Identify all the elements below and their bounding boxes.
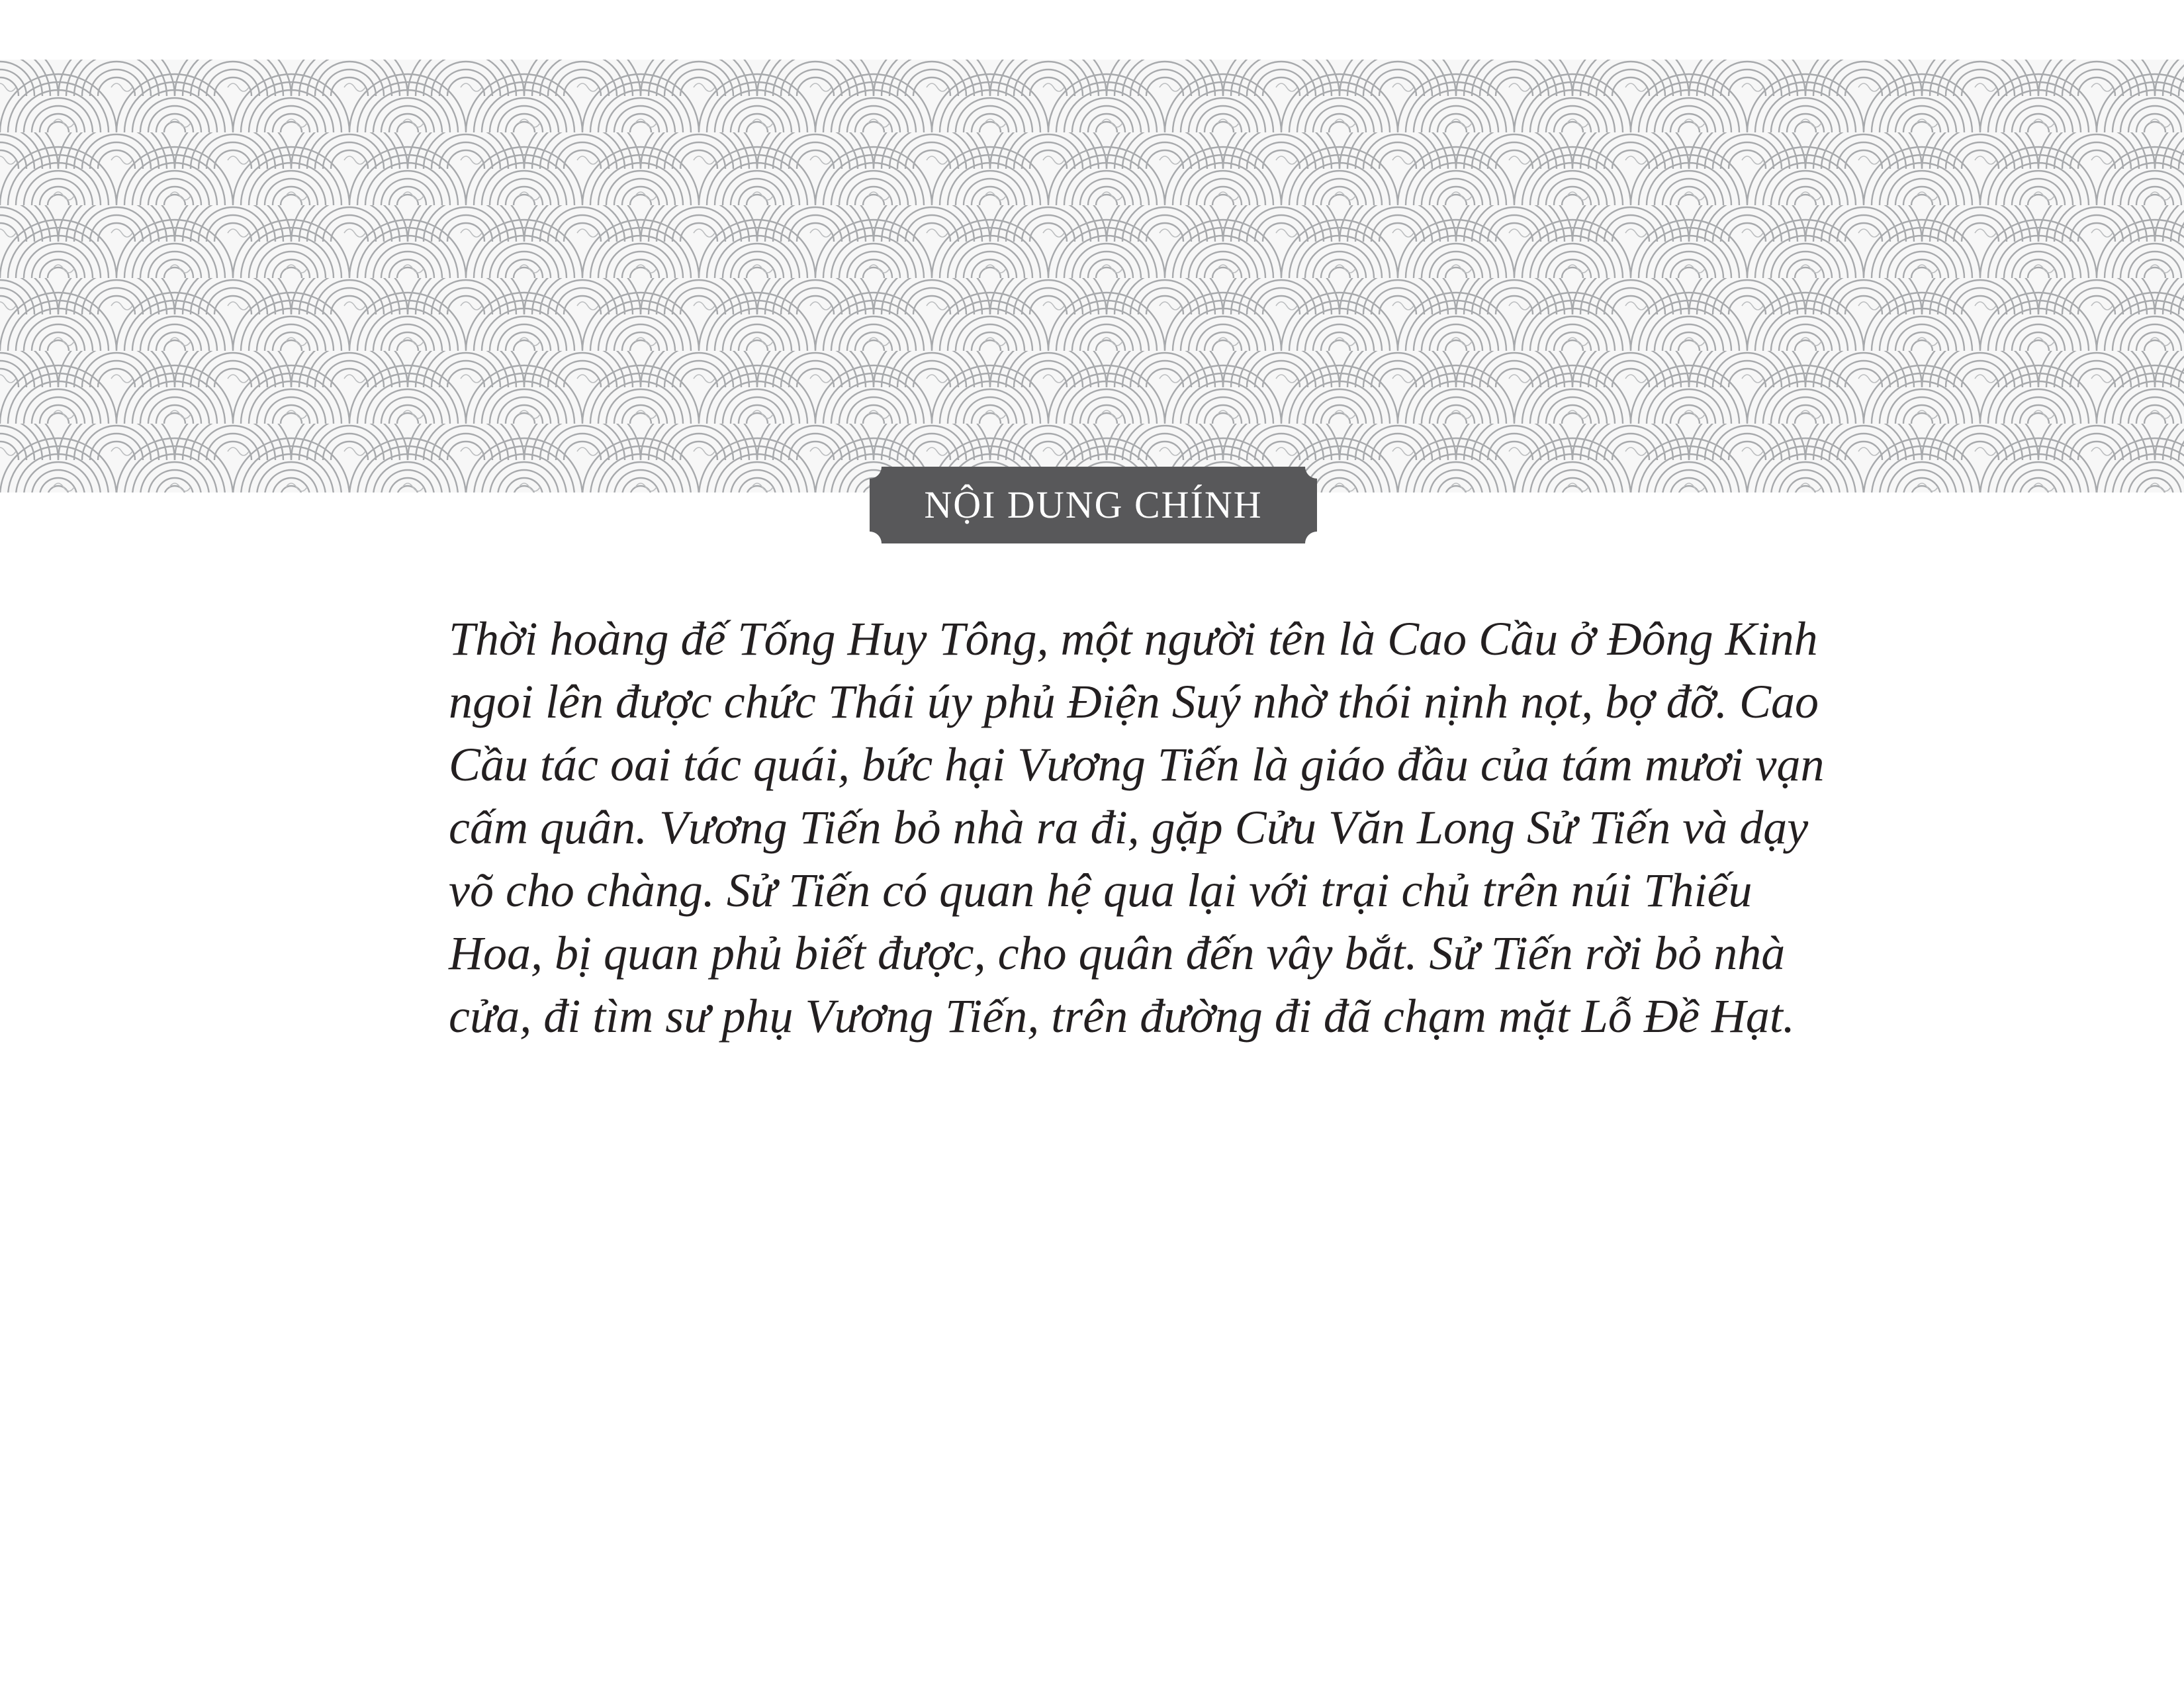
wave-pattern-banner bbox=[0, 60, 2184, 492]
summary-line: cấm quân. Vương Tiến bỏ nhà ra đi, gặp Cửu Văn Long Sử Tiến và dạy bbox=[449, 801, 1809, 854]
section-title: NỘI DUNG CHÍNH bbox=[924, 483, 1263, 526]
summary-line: Cầu tác oai tác quái, bức hại Vương Tiến là giáo đầu của tám mươi vạn bbox=[449, 738, 1825, 791]
summary-paragraph bbox=[449, 608, 1825, 1048]
summary-line: ngoi lên được chức Thái úy phủ Điện Suý nhờ thói nịnh nọt, bợ đỡ. Cao bbox=[449, 675, 1819, 728]
section-title-plaque bbox=[870, 467, 1317, 543]
summary-line: võ cho chàng. Sử Tiến có quan hệ qua lại với trại chủ trên núi Thiếu bbox=[449, 864, 1752, 917]
summary-line: cửa, đi tìm sư phụ Vương Tiến, trên đường đi đã chạm mặt Lỗ Đề Hạt. bbox=[449, 990, 1795, 1043]
summary-line: Hoa, bị quan phủ biết được, cho quân đến vây bắt. Sử Tiến rời bỏ nhà bbox=[449, 927, 1786, 980]
summary-line: Thời hoàng đế Tống Huy Tông, một người tên là Cao Cầu ở Đông Kinh bbox=[449, 612, 1818, 665]
